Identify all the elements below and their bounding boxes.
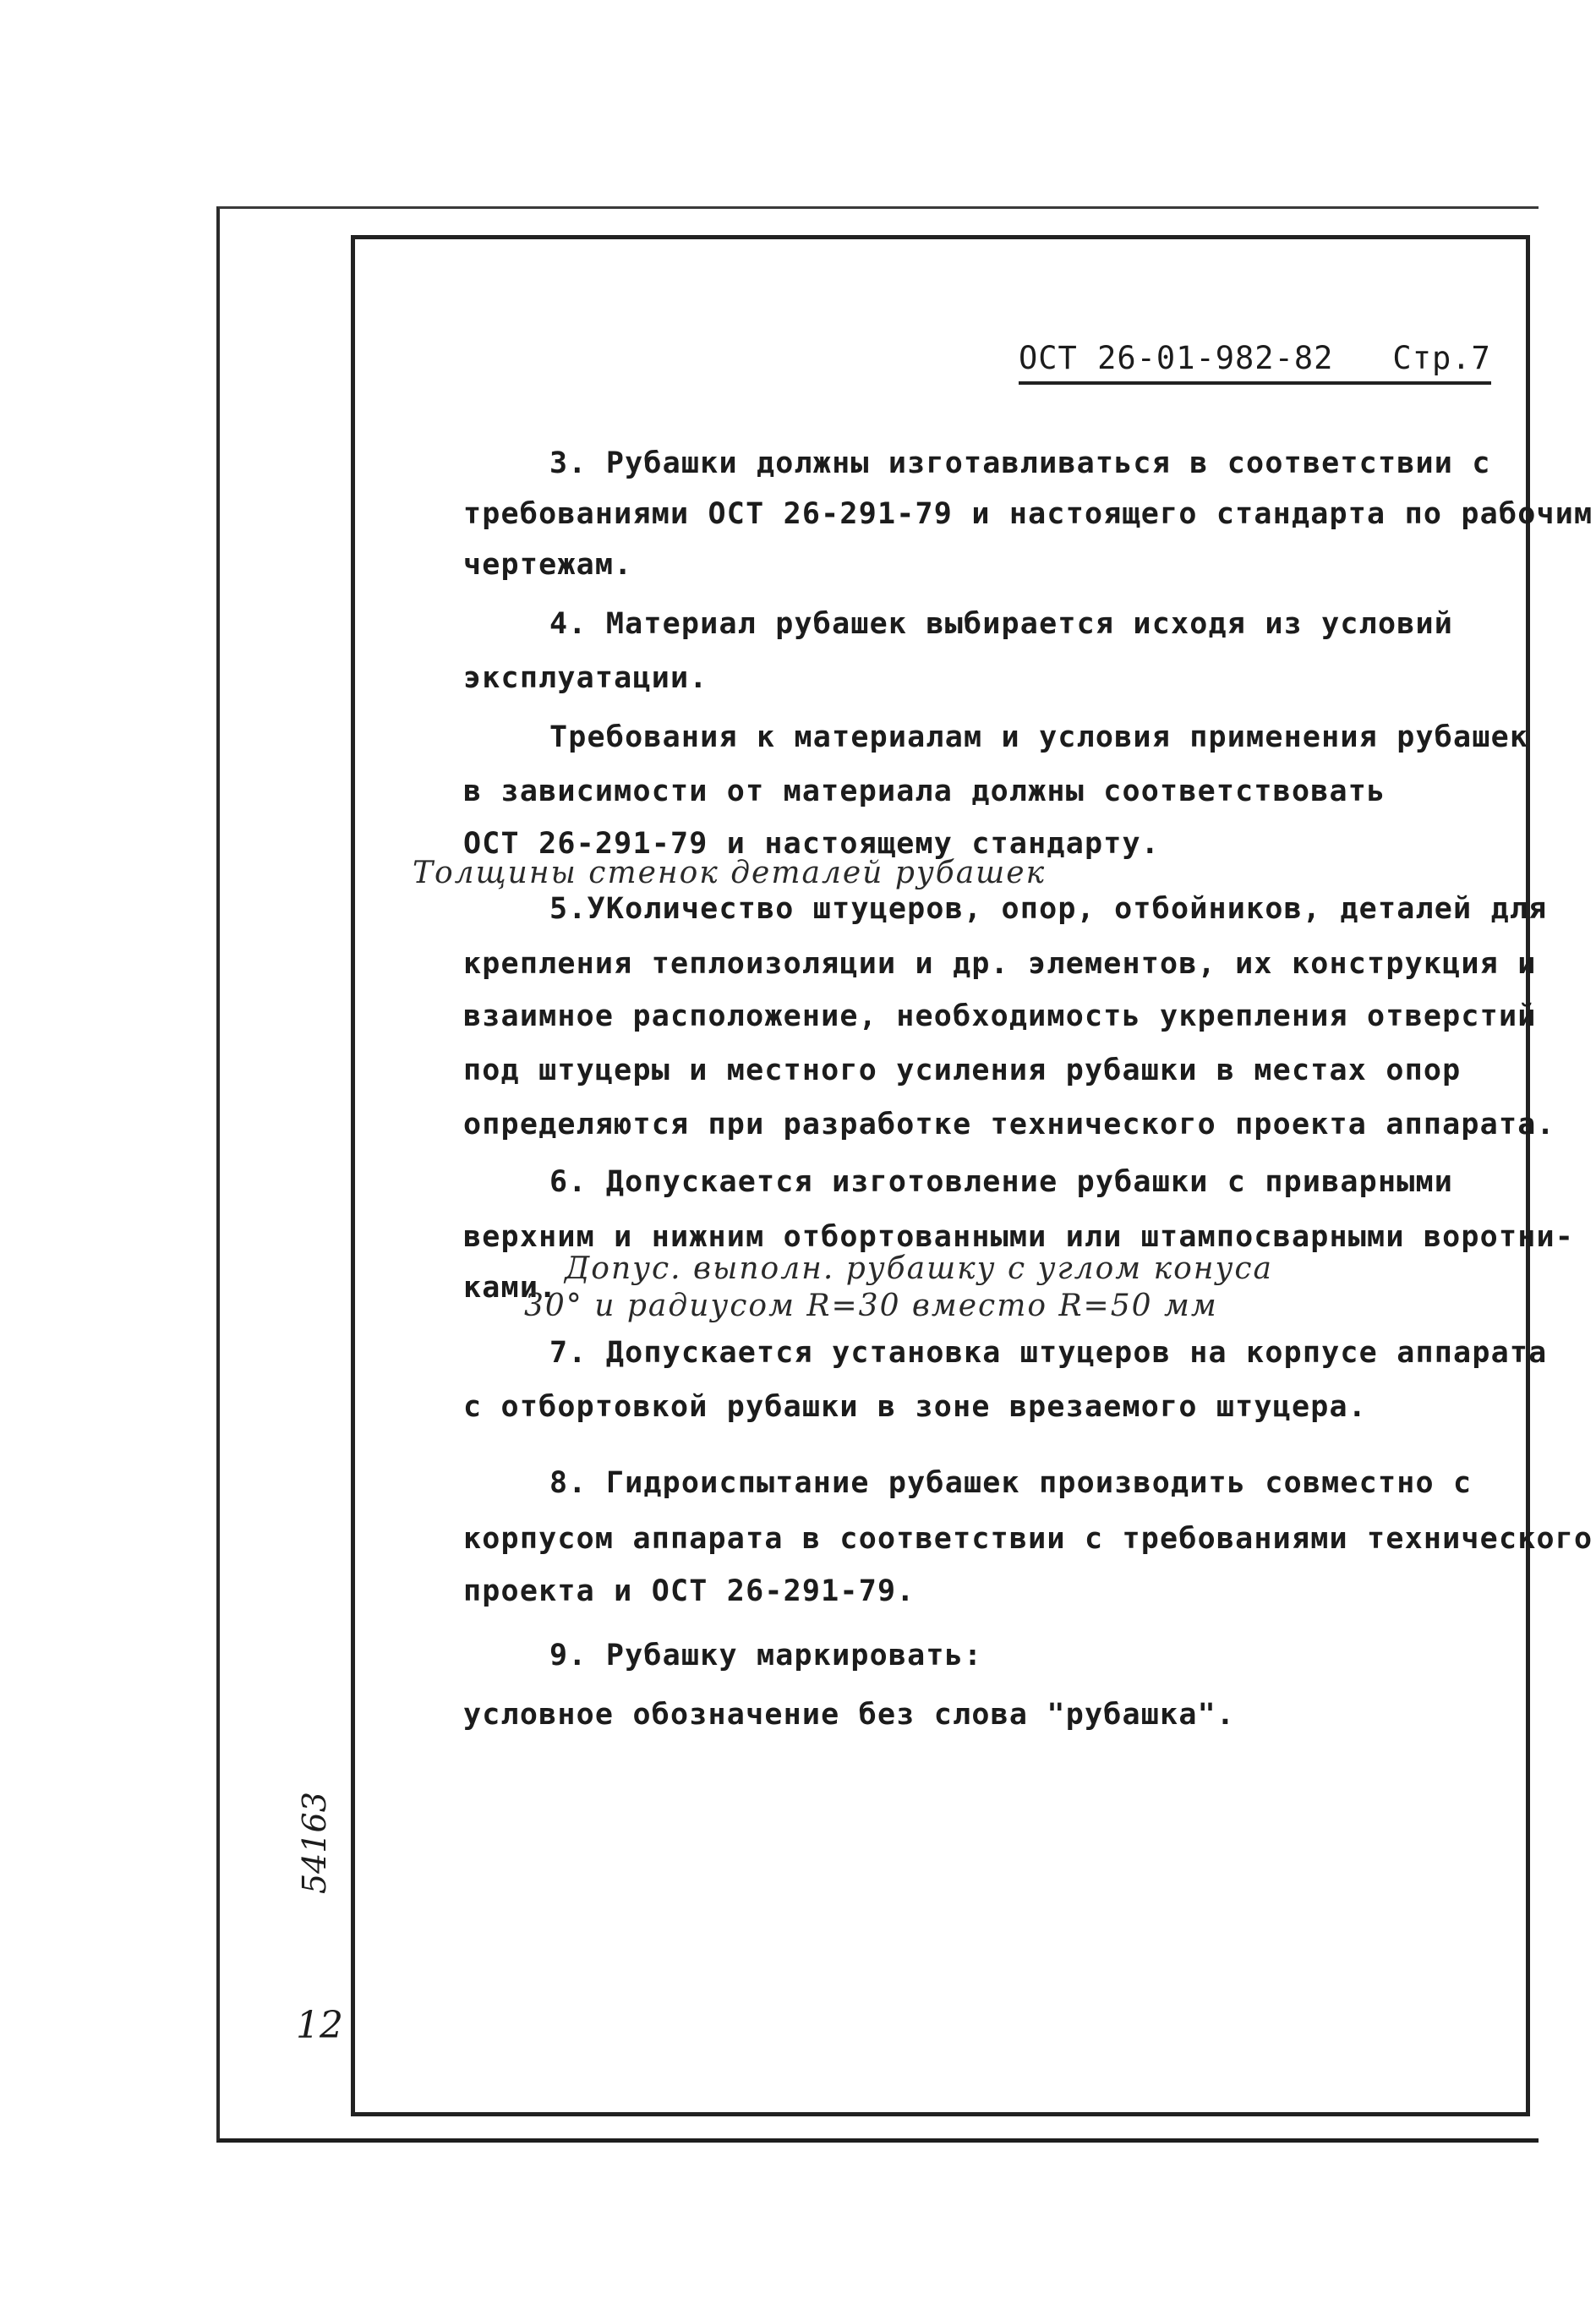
text-line: определяются при разработке технического проекта аппарата.: [463, 1108, 1555, 1141]
text-line: с отбортовкой рубашки в зоне врезаемого штуцера.: [463, 1390, 1368, 1424]
text-line: 5.УКоличество штуцеров, опор, отбойников, деталей для: [549, 892, 1548, 926]
page-label: Стр.7: [1392, 340, 1491, 376]
text-line: взаимное расположение, необходимость укрепления отверстий: [463, 999, 1537, 1033]
handwritten-note: Допус. выполн. рубашку с углом конуса: [565, 1251, 1273, 1286]
text-line: условное обозначение без слова "рубашка".: [463, 1698, 1236, 1732]
text-line: эксплуатации.: [463, 661, 708, 695]
handwritten-note: Толщины стенок деталей рубашек: [413, 856, 1047, 890]
text-line: требованиями ОСТ 26-291-79 и настоящего стандарта по рабочим: [463, 497, 1593, 531]
text-line: 4. Материал рубашек выбирается исходя из условий: [549, 607, 1454, 641]
text-line: крепления теплоизоляции и др. элементов, их конструкция и: [463, 947, 1537, 981]
text-line: Требования к материалам и условия применения рубашек: [549, 720, 1529, 754]
text-line: 3. Рубашки должны изготавливаться в соответствии с: [549, 446, 1491, 480]
text-line: 8. Гидроиспытание рубашек производить совместно с: [549, 1466, 1473, 1500]
margin-vertical-number: 54163: [296, 1792, 333, 1894]
text-line: чертежам.: [463, 548, 633, 582]
text-line: ОСТ 26-291-79 и настоящему стандарту.: [463, 827, 1161, 861]
text-line: корпусом аппарата в соответствии с требованиями технического: [463, 1522, 1593, 1556]
document-header: [1019, 340, 1491, 385]
text-line: 9. Рубашку маркировать:: [549, 1639, 983, 1672]
text-line: в зависимости от материала должны соответствовать: [463, 775, 1386, 808]
text-line: проекта и ОСТ 26-291-79.: [463, 1574, 916, 1608]
text-line: 7. Допускается установка штуцеров на корпусе аппарата: [549, 1336, 1548, 1370]
text-line: верхним и нижним отбортованными или штампосварными воротни-: [463, 1220, 1575, 1254]
text-line: под штуцеры и местного усиления рубашки в местах опор: [463, 1054, 1462, 1087]
handwritten-note: 30° и радиусом R=30 вместо R=50 мм: [524, 1289, 1218, 1323]
text-line: ками.: [463, 1271, 558, 1305]
doc-code: ОСТ 26-01-982-82: [1019, 340, 1334, 376]
text-line: 6. Допускается изготовление рубашки с приварными: [549, 1165, 1454, 1199]
margin-page-number: 12: [296, 2004, 343, 2047]
